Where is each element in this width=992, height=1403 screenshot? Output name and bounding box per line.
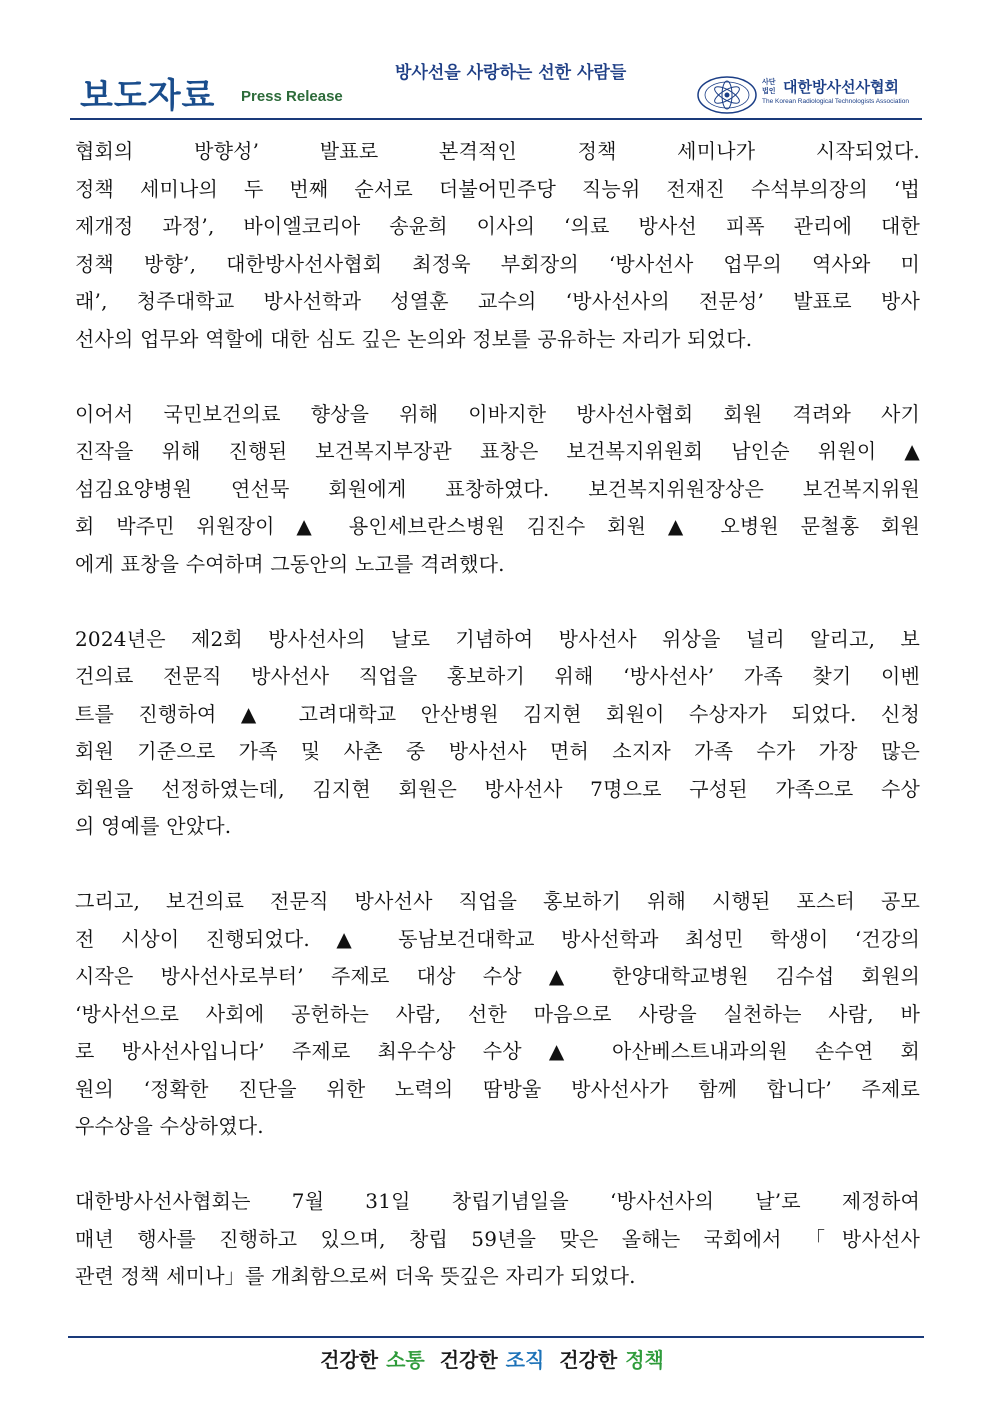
text-line: 시작은 방사선사로부터’ 주제로 대상 수상 ▲ 한양대학교병원 김수섭 회원의: [75, 964, 920, 988]
footer-slogan: [0, 1344, 992, 1373]
paragraph-closing: [75, 1183, 920, 1296]
article-body: [75, 133, 920, 1296]
text-line: 정책 방향’, 대한방사선사협회 최정욱 부회장의 ‘방사선사 업무의 역사와 미: [75, 251, 920, 276]
text-line: 관련 정책 세미나」를 개최함으로써 더욱 뜻깊은 자리가 되었다.: [75, 1264, 636, 1288]
footer-word: 건강한: [559, 1348, 618, 1372]
page-header: [70, 40, 922, 118]
text-line: 선사의 업무와 역할에 대한 심도 깊은 논의와 정보를 공유하는 자리가 되었다.: [75, 326, 753, 351]
paragraph-seminar: [75, 133, 920, 358]
text-line: ‘방사선으로 사회에 공헌하는 사람, 선한 마음으로 사랑을 실천하는 사람, 바: [75, 1001, 920, 1026]
footer-divider: [68, 1336, 924, 1338]
footer-word-organization: 조직: [505, 1348, 545, 1372]
paragraph-poster-contest: [75, 883, 920, 1146]
text-line: 전 시상이 진행되었다. ▲ 동남보건대학교 방사선학과 최성민 학생이 ‘건강의: [75, 926, 920, 951]
association-emblem-icon: [696, 75, 758, 115]
text-line: 에게 표창을 수여하며 그동안의 노고를 격려했다.: [75, 551, 505, 576]
text-line: 매년 행사를 진행하고 있으며, 창립 59년을 맞은 올해는 국회에서 「방사선사: [75, 1226, 920, 1251]
text-line: 2024년은 제2회 방사선사의 날로 기념하여 방사선사 위상을 널리 알리고, 보: [75, 626, 920, 651]
text-line: 회원을 선정하였는데, 김지현 회원은 방사선사 7명으로 구성된 가족으로 수상: [75, 776, 920, 801]
text-line: 트를 진행하여 ▲ 고려대학교 안산병원 김지현 회원이 수상자가 되었다. 신청: [75, 701, 920, 726]
press-release-title: 보도자료: [80, 76, 216, 116]
text-line: 건의료 전문직 방사선사 직업을 홍보하기 위해 ‘방사선사’ 가족 찾기 이벤: [75, 664, 920, 688]
association-prefix: 사단법인: [762, 78, 776, 95]
text-line: 진작을 위해 진행된 보건복지부장관 표창은 보건복지위원회 남인순 위원이 ▲: [75, 439, 920, 463]
footer-word-communication: 소통: [386, 1348, 425, 1372]
footer-word: 건강한: [320, 1348, 379, 1372]
text-line: 회 박주민 위원장이 ▲ 용인세브란스병원 김진수 회원 ▲ 오병원 문철홍 회원: [75, 514, 920, 538]
text-line: 원의 ‘정확한 진단을 위한 노력의 땀방울 방사선사가 함께 합니다’ 주제로: [75, 1076, 920, 1101]
association-name: 대한방사선사협회: [783, 78, 899, 96]
text-line: 회원 기준으로 가족 및 사촌 중 방사선사 면허 소지자 가족 수가 가장 많은: [75, 739, 920, 763]
header-slogan: 방사선을 사랑하는 선한 사람들: [395, 63, 627, 83]
paragraph-awards: [75, 396, 920, 584]
text-line: 그리고, 보건의료 전문직 방사선사 직업을 홍보하기 위해 시행된 포스터 공모: [75, 889, 920, 913]
text-line: 정책 세미나의 두 번째 순서로 더불어민주당 직능위 전재진 수석부의장의 ‘법: [75, 176, 920, 201]
footer-word: 건강한: [439, 1348, 498, 1372]
text-line: 래’, 청주대학교 방사선학과 성열훈 교수의 ‘방사선사의 전문성’ 발표로 방사: [75, 289, 920, 313]
paragraph-family-event: [75, 621, 920, 846]
text-line: 대한방사선사협회는 7월 31일 창립기념일을 ‘방사선사의 날’로 제정하여: [75, 1189, 920, 1213]
text-line: 우수상을 수상하였다.: [75, 1114, 264, 1138]
text-line: 로 방사선사입니다’ 주제로 최우수상 수상 ▲ 아산베스트내과의원 손수연 회: [75, 1039, 920, 1063]
association-english-name: The Korean Radiological Technologists Association: [762, 98, 909, 105]
press-release-subtitle: Press Release: [241, 88, 343, 105]
footer-word-policy: 정책: [625, 1348, 664, 1372]
text-line: 제개정 과정’, 바이엘코리아 송윤희 이사의 ‘의료 방사선 피폭 관리에 대한: [75, 214, 920, 238]
text-line: 의 영예를 안았다.: [75, 814, 232, 838]
text-line: 이어서 국민보건의료 향상을 위해 이바지한 방사선사협회 회원 격려와 사기: [75, 401, 920, 426]
text-line: 섬김요양병원 연선묵 회원에게 표창하였다. 보건복지위원장상은 보건복지위원: [75, 476, 920, 501]
association-logo: [696, 75, 926, 115]
text-line: 협회의 방향성’ 발표로 본격적인 정책 세미나가 시작되었다.: [75, 139, 920, 163]
header-divider: [70, 118, 922, 120]
